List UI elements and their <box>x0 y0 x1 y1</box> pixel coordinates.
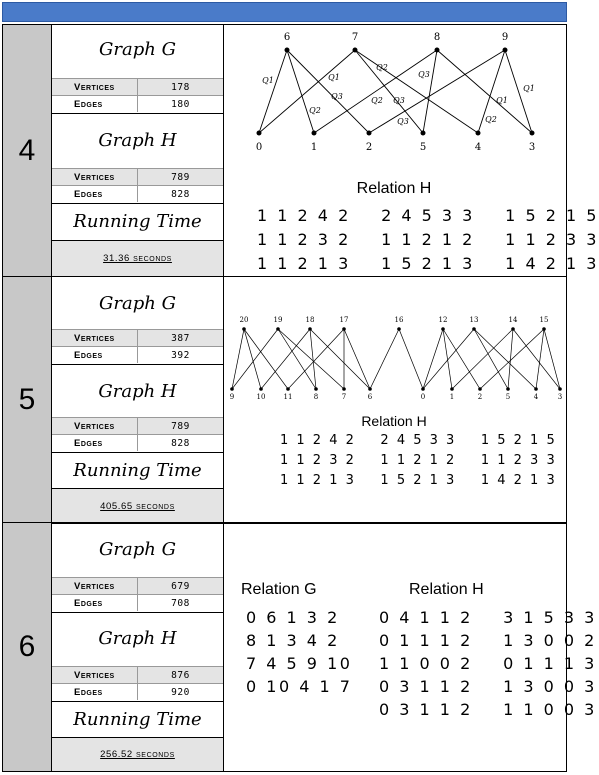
edge-label: Q2 <box>376 63 388 72</box>
relation-g-line: 8 1 3 4 2 <box>246 631 340 650</box>
divider <box>52 364 223 365</box>
divider <box>52 612 223 613</box>
running-time-title: Running Time <box>73 709 202 730</box>
relation-h-line: 0 3 1 1 2 1 3 0 0 3 <box>379 677 597 696</box>
node-label: 3 <box>528 142 536 153</box>
edges-row: Edges 828 <box>52 185 223 202</box>
edge-label: Q1 <box>523 84 535 93</box>
row-number: 4 <box>3 25 52 276</box>
node-label: 4 <box>533 393 539 401</box>
divider <box>52 452 223 453</box>
node-label: 9 <box>501 32 509 43</box>
node-label: 1 <box>310 142 318 153</box>
header-bar <box>2 2 567 22</box>
node-label: 17 <box>339 316 349 324</box>
graph-diagram <box>224 277 566 412</box>
edge-label: Q2 <box>309 106 321 115</box>
relation-h-line: 1 1 2 3 2 1 1 2 1 2 1 1 2 3 3 <box>257 230 599 249</box>
graph-h-title: Graph H <box>98 381 177 402</box>
running-time-value: 256.52 seconds <box>52 738 223 771</box>
running-time-value: 31.36 seconds <box>52 241 223 276</box>
edges-row: Edges 392 <box>52 346 223 363</box>
divider <box>52 701 223 702</box>
edge-label: Q2 <box>485 115 497 124</box>
relation-h-line: 1 1 2 4 2 2 4 5 3 3 1 5 2 1 5 <box>257 206 599 225</box>
node-label: 7 <box>341 393 347 401</box>
edges-row: Edges 920 <box>52 683 223 700</box>
node-label: 6 <box>283 32 291 43</box>
node-label: 19 <box>273 316 283 324</box>
graph-h-table <box>52 417 223 451</box>
node-label: 18 <box>305 316 315 324</box>
relation-h-line: 1 1 2 3 2 1 1 2 1 2 1 1 2 3 3 <box>280 453 557 468</box>
graph-h-table <box>52 666 223 700</box>
node-label: 8 <box>313 393 319 401</box>
edge-label: Q1 <box>328 73 340 82</box>
relation-h-line: 1 1 2 1 3 1 5 2 1 3 1 4 2 1 3 <box>257 254 599 273</box>
node-label: 5 <box>419 142 427 153</box>
result-content <box>224 523 597 771</box>
vertices-row: Vertices 178 <box>52 78 223 95</box>
node-label: 1 <box>449 393 455 401</box>
stats-panel <box>52 523 224 771</box>
edge-label: Q3 <box>331 92 343 101</box>
node-label: 7 <box>351 32 359 43</box>
node-label: 11 <box>283 393 293 401</box>
relation-h-line: 1 1 0 0 2 0 1 1 1 3 <box>379 654 597 673</box>
node-label: 4 <box>474 142 482 153</box>
relation-g-line: 7 4 5 9 10 <box>246 654 353 673</box>
row-number: 5 <box>3 277 52 523</box>
graph-g-table <box>52 78 223 112</box>
node-label: 2 <box>477 393 483 401</box>
relation-h-line: 0 4 1 1 2 3 1 5 3 3 <box>379 608 597 627</box>
node-label: 0 <box>420 393 426 401</box>
graph-diagram <box>224 25 564 155</box>
node-label: 8 <box>433 32 441 43</box>
relation-g-line: 0 6 1 3 2 <box>246 608 340 627</box>
node-label: 16 <box>394 316 404 324</box>
divider <box>52 203 223 204</box>
graph-g-title: Graph G <box>99 39 176 60</box>
edges-row: Edges 828 <box>52 434 223 451</box>
relation-g-title: Relation G <box>241 581 317 598</box>
graph-h-title: Graph H <box>98 628 177 649</box>
edge-label: Q3 <box>397 117 409 126</box>
relation-h-title: Relation H <box>356 180 432 197</box>
node-label: 12 <box>438 316 448 324</box>
edge-label: Q2 <box>371 96 383 105</box>
edge-label: Q3 <box>418 70 430 79</box>
result-row-6 <box>2 522 597 772</box>
edge-label: Q3 <box>393 96 405 105</box>
graph-g-table <box>52 577 223 611</box>
vertices-row: Vertices 387 <box>52 329 223 346</box>
vertices-row: Vertices 679 <box>52 577 223 594</box>
node-label: 14 <box>508 316 518 324</box>
relation-h-line: 0 3 1 1 2 1 1 0 0 3 <box>379 700 597 719</box>
edge-label: Q1 <box>496 96 508 105</box>
row-number: 6 <box>3 523 52 771</box>
relation-h-line: 1 1 2 1 3 1 5 2 1 3 1 4 2 1 3 <box>280 473 557 488</box>
vertices-row: Vertices 789 <box>52 417 223 434</box>
edges-row: Edges 708 <box>52 594 223 611</box>
graph-g-title: Graph G <box>99 539 176 560</box>
result-content <box>224 25 599 276</box>
relation-h-line: 0 1 1 1 2 1 3 0 0 2 <box>379 631 597 650</box>
node-label: 5 <box>505 393 511 401</box>
result-content <box>224 277 566 523</box>
node-label: 6 <box>367 393 373 401</box>
graph-h-title: Graph H <box>98 130 177 151</box>
result-row-4 <box>2 24 599 277</box>
result-row-5 <box>2 276 567 524</box>
stats-panel <box>52 25 224 276</box>
stats-panel <box>52 277 224 523</box>
relation-h-line: 1 1 2 4 2 2 4 5 3 3 1 5 2 1 5 <box>280 433 557 448</box>
relation-h-title: Relation H <box>409 581 484 598</box>
node-label: 9 <box>229 393 235 401</box>
vertices-row: Vertices 789 <box>52 168 223 185</box>
divider <box>52 113 223 114</box>
relation-h-title: Relation H <box>361 413 427 429</box>
running-time-value: 405.65 seconds <box>52 489 223 523</box>
graph-h-table <box>52 168 223 202</box>
node-label: 13 <box>469 316 479 324</box>
node-label: 3 <box>557 393 563 401</box>
running-time-title: Running Time <box>73 460 202 481</box>
relation-g-line: 0 10 4 1 7 <box>246 677 353 696</box>
graph-g-table <box>52 329 223 363</box>
node-label: 2 <box>365 142 373 153</box>
node-label: 20 <box>239 316 249 324</box>
node-label: 0 <box>255 142 263 153</box>
running-time-title: Running Time <box>73 211 202 232</box>
node-label: 10 <box>256 393 266 401</box>
edge-label: Q1 <box>262 76 274 85</box>
edges-row: Edges 180 <box>52 95 223 112</box>
vertices-row: Vertices 876 <box>52 666 223 683</box>
graph-g-title: Graph G <box>99 293 176 314</box>
node-label: 15 <box>539 316 549 324</box>
